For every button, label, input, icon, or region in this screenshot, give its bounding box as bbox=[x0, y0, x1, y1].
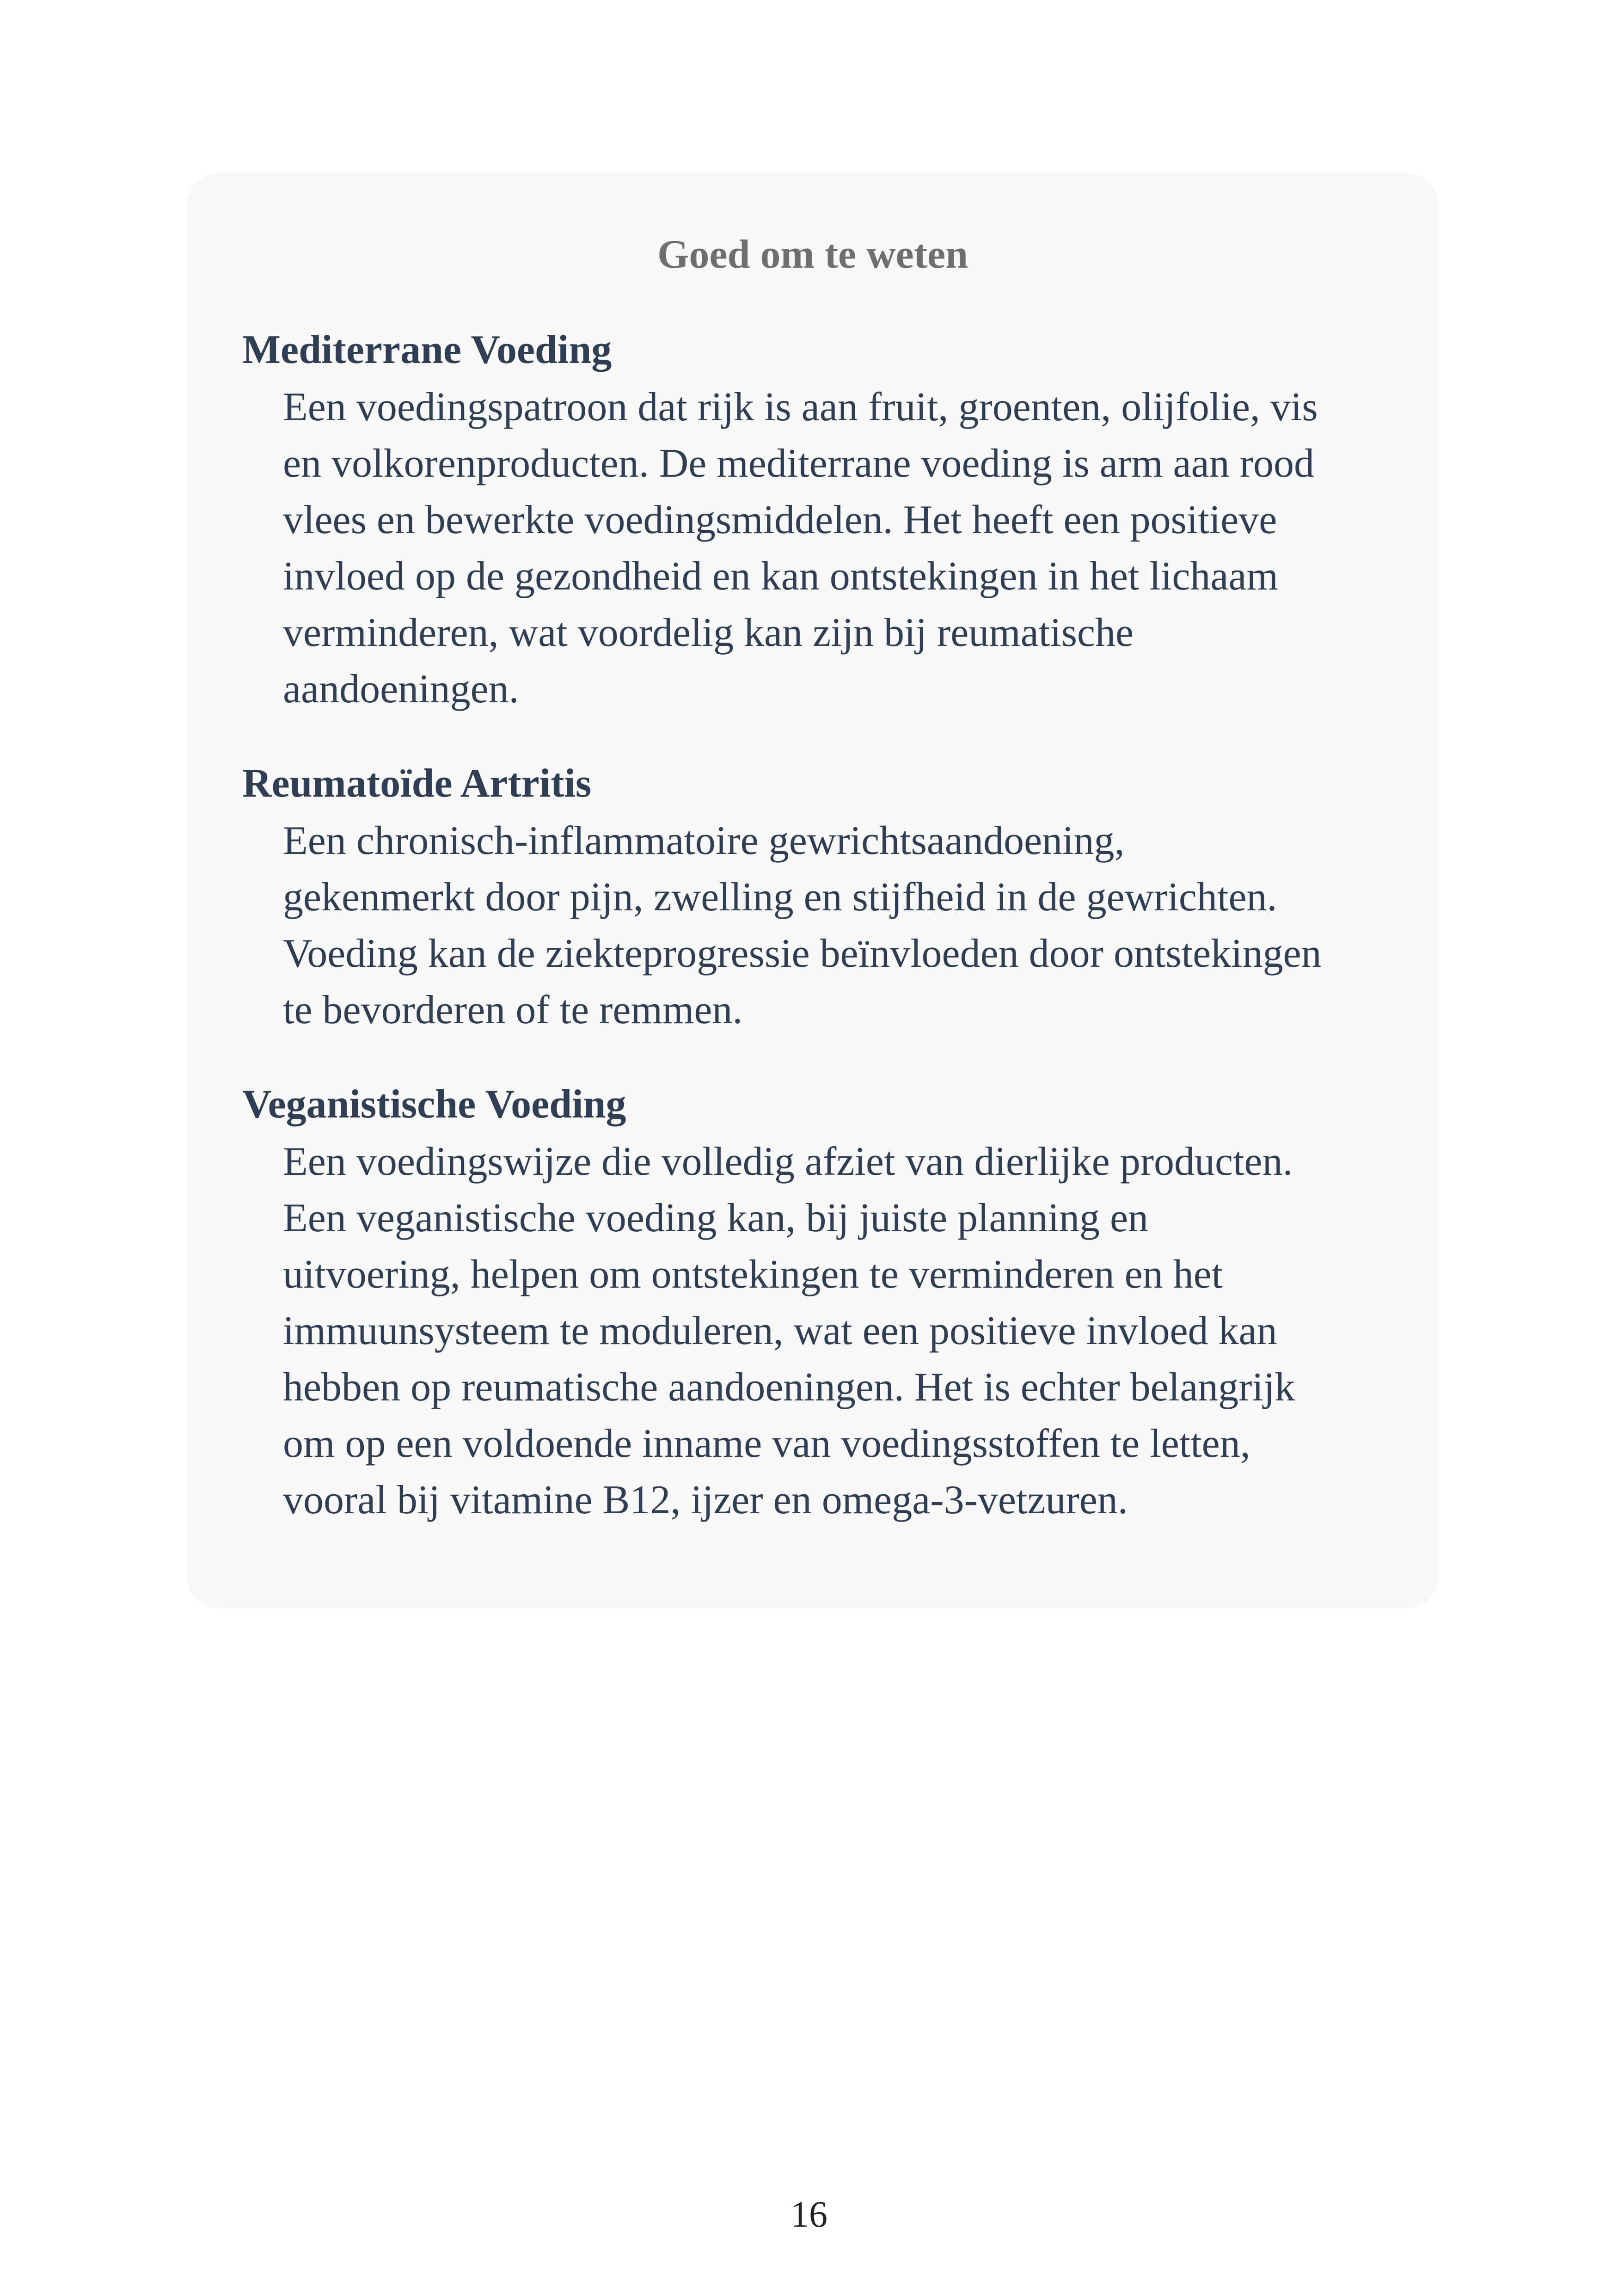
glossary-list bbox=[242, 325, 1426, 1569]
definition-line: te bevorderen of te remmen. bbox=[283, 988, 743, 1032]
definition-line: immuunsysteem te moduleren, wat een positieve invloed kan bbox=[283, 1308, 1277, 1353]
definition-line: vlees en bewerkte voedingsmiddelen. Het heeft een positieve bbox=[283, 497, 1277, 542]
definition-line: uitvoering, helpen om ontstekingen te verminderen en het bbox=[283, 1252, 1223, 1297]
info-box-title: Goed om te weten bbox=[657, 232, 968, 277]
glossary-entry bbox=[242, 758, 1426, 1038]
glossary-definition bbox=[283, 1134, 1426, 1529]
definition-line: Een chronisch-inflammatoire gewrichtsaandoening, bbox=[283, 818, 1125, 863]
definition-line: invloed op de gezondheid en kan ontstekingen in het lichaam bbox=[283, 554, 1278, 599]
definition-line: om op een voldoende inname van voedingsstoffen te letten, bbox=[283, 1421, 1250, 1466]
glossary-entry bbox=[242, 325, 1426, 718]
definition-line: Een voedingswijze die volledig afziet van dierlijke producten. bbox=[283, 1139, 1293, 1184]
definition-line: Voeding kan de ziekteprogressie beïnvloeden door ontstekingen bbox=[283, 931, 1322, 976]
definition-line: hebben op reumatische aandoeningen. Het is echter belangrijk bbox=[283, 1365, 1295, 1410]
definition-line: gekenmerkt door pijn, zwelling en stijfheid in de gewrichten. bbox=[283, 875, 1277, 920]
info-box bbox=[187, 173, 1439, 1608]
definition-line: Een voedingspatroon dat rijk is aan fruit, groenten, olijfolie, vis bbox=[283, 385, 1318, 430]
definition-line: en volkorenproducten. De mediterrane voeding is arm aan rood bbox=[283, 441, 1314, 486]
glossary-term: Mediterrane Voeding bbox=[242, 327, 612, 372]
definition-line: verminderen, wat voordelig kan zijn bij reumatische bbox=[283, 610, 1134, 655]
glossary-definition bbox=[283, 813, 1426, 1038]
definition-line: Een veganistische voeding kan, bij juiste planning en bbox=[283, 1196, 1149, 1240]
glossary-entry bbox=[242, 1079, 1426, 1529]
page-number: 16 bbox=[791, 2194, 827, 2235]
definition-line: vooral bij vitamine B12, ijzer en omega-3-vetzuren. bbox=[283, 1478, 1128, 1522]
glossary-term: Reumatoïde Artritis bbox=[242, 761, 592, 806]
glossary-term: Veganistische Voeding bbox=[242, 1082, 626, 1127]
definition-line: aandoeningen. bbox=[283, 667, 519, 712]
glossary-definition bbox=[283, 379, 1426, 718]
